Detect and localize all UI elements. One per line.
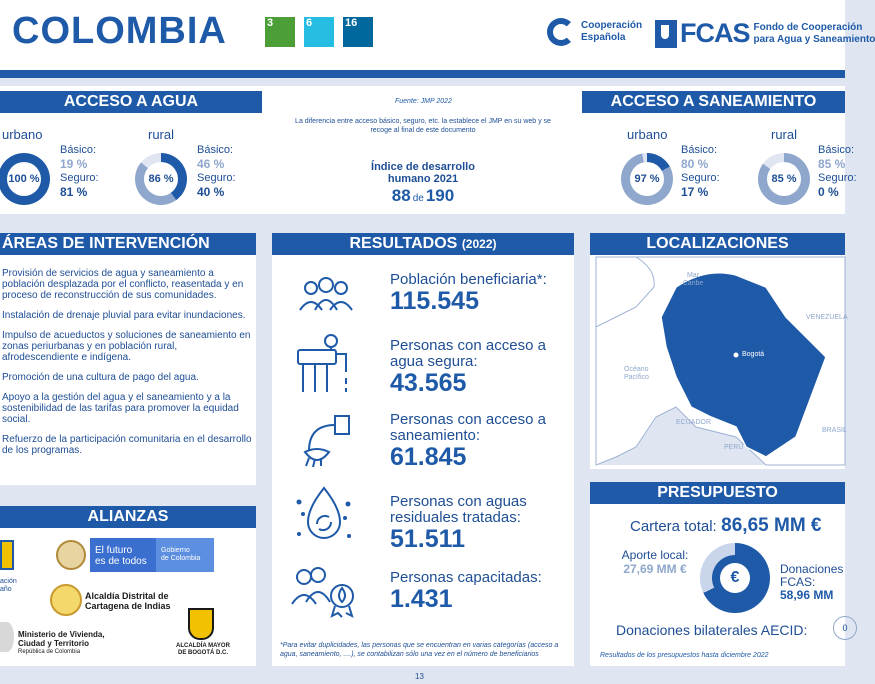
resultado-label: Población beneficiaria*: [390, 271, 547, 288]
saneamiento-urbano-label: urbano [627, 127, 668, 142]
donaciones-bilaterales: Donaciones bilaterales AECID: [616, 622, 808, 638]
vivienda-logo-text: Ministerio de Vivienda, Ciudad y Territorio República de Colombia [18, 630, 105, 655]
cartagena-seal-icon [50, 584, 82, 616]
acceso-agua-title: ACCESO A AGUA [0, 91, 262, 113]
euro-icon: € [720, 563, 750, 593]
fcas-logo: FCAS Fondo de Cooperación para Agua y Saneamiento [655, 18, 875, 49]
resultado-label: Personas con acceso a saneamiento: [390, 411, 546, 444]
areas-item: Provisión de servicios de agua y saneamiento a población desplazada por el conflicto, reasentada y en proceso de reconstrucción de sus comunidades. [2, 268, 244, 301]
agua-rural-donut: 86 % [135, 153, 187, 205]
map-label-venezuela: VENEZUELA [806, 314, 848, 321]
vivienda-seal-icon [0, 622, 14, 652]
sdg-3-badge: 3 [265, 17, 295, 47]
resultados-footnote: *Para evitar duplicidades, las personas que se encuentran en varias categorías (acceso a agua, saneamiento, ....), se contabilizan sólo una vez en el número de beneficiarios [280, 642, 559, 658]
sdg-6-badge: 6 [304, 17, 334, 47]
saneamiento-rural-label: rural [771, 127, 798, 142]
presupuesto-title: PRESUPUESTO [590, 482, 845, 504]
agua-urbano-stats: Básico: 19 % Seguro: 81 % [60, 144, 99, 199]
agua-urbano-donut: 100 % [0, 153, 50, 205]
agua-rural-label: rural [148, 127, 175, 142]
resultados-title: RESULTADOS (2022) [272, 233, 574, 255]
areas-item: Instalación de drenaje pluvial para evitar inundaciones. [2, 310, 246, 321]
faucet-icon [295, 332, 355, 396]
map-label-brasil: BRASIL [822, 427, 847, 434]
agua-rural-stats: Básico: 46 % Seguro: 40 % [197, 144, 236, 199]
map-label-oceano: Océano Pacífico [624, 366, 649, 381]
resultado-value: 51.511 [390, 525, 466, 553]
cartagena-logo-text: Alcaldía Distrital de Cartagena de Indias [85, 591, 171, 611]
map-label-bogota: Bogotá [742, 351, 765, 358]
localizaciones-title: LOCALIZACIONES [590, 233, 845, 255]
bogota-logo-text: ALCALDÍA MAYOR DE BOGOTÁ D.C. [176, 643, 230, 656]
country-title: COLOMBIA [12, 10, 227, 52]
water-drop-recycle-icon [293, 484, 355, 548]
map-label-ecuador: ECUADOR [676, 419, 712, 426]
gobierno-logo: Gobierno de Colombia [156, 538, 214, 572]
partial-logo-text: ación año [0, 578, 17, 593]
resultado-label: Personas capacitadas: [390, 569, 542, 586]
agua-urbano-label: urbano [2, 127, 43, 142]
sanitation-pipe-icon [299, 412, 355, 470]
bilaterales-value-circle: 0 [833, 616, 857, 640]
futuro-logo: El futuro es de todos [90, 538, 156, 572]
colombia-coat-of-arms-icon [56, 540, 86, 570]
areas-item: Impulso de acueductos y soluciones de saneamiento en zonas periurbanas y en población rural, afrodescendiente e indígena. [2, 330, 251, 363]
partial-shield-icon [0, 540, 14, 570]
saneamiento-urbano-donut: 97 % [621, 153, 673, 205]
saneamiento-rural-stats: Básico: 85 % Seguro: 0 % [818, 144, 857, 199]
resultado-value: 1.431 [390, 585, 453, 613]
fcas-drop-icon [655, 20, 677, 48]
cooperacion-icon [547, 18, 575, 46]
map-label-mar-caribe: Mar Caribe [682, 272, 704, 287]
idh-rank: 88 de 190 [391, 186, 455, 205]
jmp-note: La diferencia entre acceso básico, seguro, etc. la establece el JMP en su web y se recoge al final de este documento [295, 118, 551, 134]
areas-item: Apoyo a la gestión del agua y el saneamiento y a la sostenibilidad de las tarifas para promover la equidad social. [2, 392, 239, 425]
aporte-local: Aporte local: 27,69 MM € [621, 548, 689, 576]
sdg-16-badge: 16 [343, 17, 373, 47]
areas-list [0, 268, 255, 465]
header-bar [0, 0, 875, 70]
idh-label: Índice de desarrollo humano 2021 [371, 161, 475, 185]
areas-item: Promoción de una cultura de pago del agua. [2, 372, 199, 383]
trained-people-icon [290, 566, 358, 618]
presupuesto-note: Resultados de los presupuestos hasta diciembre 2022 [600, 652, 769, 659]
resultado-value: 115.545 [390, 287, 479, 315]
areas-title: ÁREAS DE INTERVENCIÓN [0, 233, 256, 255]
resultado-value: 43.565 [390, 369, 467, 397]
header-stripe [0, 70, 845, 78]
presupuesto-donut [700, 543, 770, 613]
bogota-shield-icon [188, 608, 214, 640]
donaciones-fcas: Donaciones FCAS: 58,96 MM [780, 562, 844, 602]
saneamiento-rural-donut: 85 % [758, 153, 810, 205]
colombia-map [596, 257, 845, 465]
resultado-label: Personas con acceso a agua segura: [390, 337, 546, 370]
fuente-text: Fuente: JMP 2022 [395, 98, 452, 105]
acceso-saneamiento-title: ACCESO A SANEAMIENTO [582, 91, 845, 113]
cooperacion-espanola-logo: Cooperación Española [547, 18, 642, 46]
page-number: 13 [415, 672, 424, 681]
cartera-total: Cartera total: 86,65 MM € [630, 515, 822, 536]
map-label-peru: PERÚ [724, 444, 744, 451]
saneamiento-urbano-stats: Básico: 80 % Seguro: 17 % [681, 144, 720, 199]
areas-item: Refuerzo de la participación comunitaria en el desarrollo de los programas. [2, 434, 252, 456]
people-group-icon [297, 276, 355, 314]
bogota-marker [734, 353, 739, 358]
resultado-value: 61.845 [390, 443, 467, 471]
alianzas-title: ALIANZAS [0, 506, 256, 528]
resultado-label: Personas con aguas residuales tratadas: [390, 493, 527, 526]
